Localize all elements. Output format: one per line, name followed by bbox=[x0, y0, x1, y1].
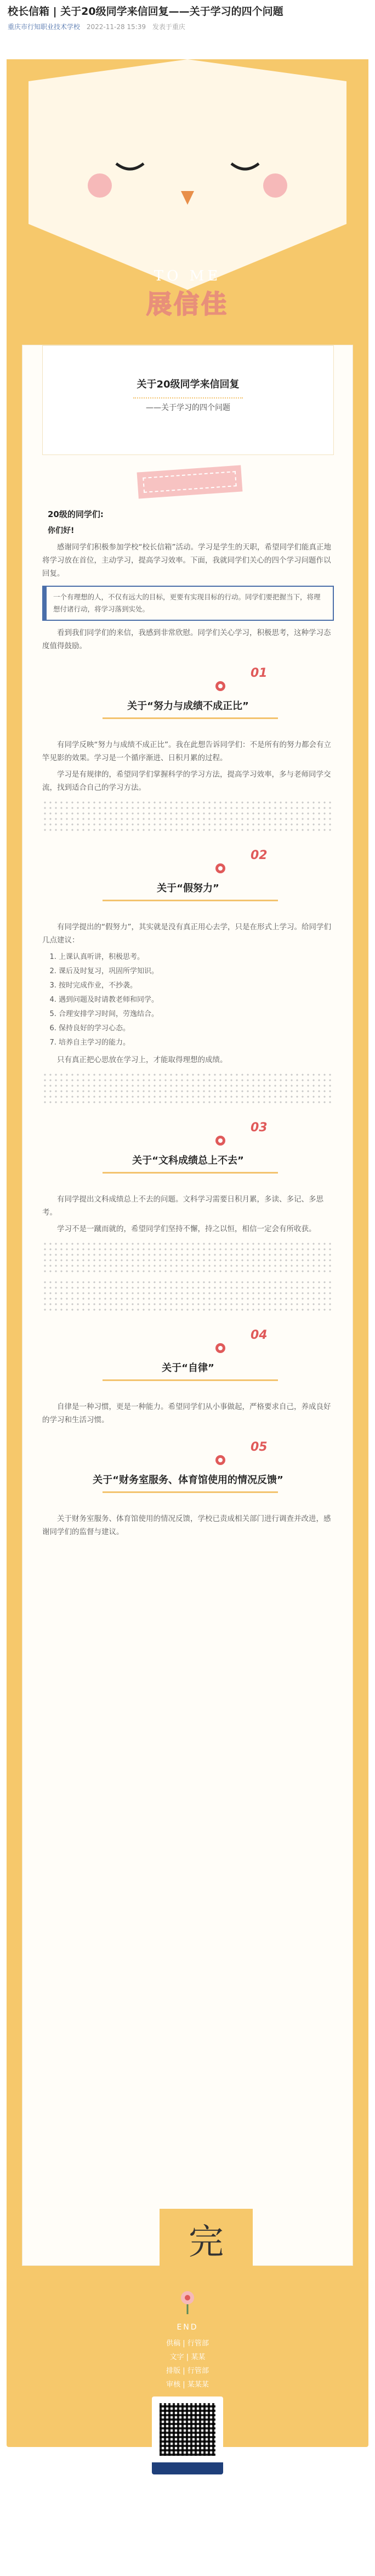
flower-bouquet-icon bbox=[171, 2282, 204, 2315]
section-underline bbox=[103, 900, 278, 901]
section-title: 关于“财务室服务、体育馆使用的情况反馈” bbox=[93, 1474, 283, 1486]
tips-list bbox=[59, 950, 334, 1050]
section-2-paragraph-1: 有同学提出的“假努力”，其实就是没有真正用心去学，只是在形式上学习。给同学们几点建议： bbox=[42, 923, 331, 945]
section-underline bbox=[103, 1379, 278, 1381]
end-stamp: 完 bbox=[160, 2209, 253, 2269]
section-title: 关于“努力与成绩不成正比” bbox=[127, 700, 249, 712]
list-item: 3. 按时完成作业，不抄袭。 bbox=[59, 979, 334, 993]
envelope-heading bbox=[7, 268, 368, 321]
qr-caption-bar bbox=[152, 2462, 223, 2474]
list-item: 4. 遇到问题及时请教老师和同学。 bbox=[59, 993, 334, 1007]
intro-paragraph-2: 看到我们同学们的来信，我感到非常欣慰。同学们关心学习，积极思考，这种学习态度值得鼓励。 bbox=[42, 628, 331, 650]
section-underline bbox=[103, 1172, 278, 1174]
section-5-heading bbox=[42, 1430, 334, 1512]
section-3-paragraph-2: 学习不是一蹴而就的，希望同学们坚持不懈，持之以恒，相信一定会有所收获。 bbox=[57, 1225, 316, 1233]
article-title: 校长信箱 | 关于20级同学来信回复——关于学习的四个问题 bbox=[8, 5, 283, 18]
dot-divider bbox=[42, 800, 334, 833]
publish-location: 发表于重庆 bbox=[152, 23, 185, 31]
section-3-heading bbox=[42, 1110, 334, 1193]
section-1-paragraph-2: 学习是有规律的，希望同学们掌握科学的学习方法，提高学习效率，多与老师同学交流，找到适合自己的学习方法。 bbox=[42, 770, 331, 792]
flower-icon bbox=[212, 1132, 229, 1149]
left-cheek-icon bbox=[88, 173, 112, 198]
section-number: 02 bbox=[251, 849, 268, 862]
section-2-heading bbox=[42, 838, 334, 921]
section-1-paragraph-1: 有同学反映“努力与成绩不成正比”。我在此想告诉同学们：不是所有的努力都会有立竿见影的效果。学习是一个循序渐进、日积月累的过程。 bbox=[42, 740, 331, 762]
credit-row: 供稿 | 行管部 bbox=[166, 2339, 209, 2348]
footer-credits bbox=[7, 2282, 368, 2474]
section-4-paragraph-1: 自律是一种习惯，更是一种能力。希望同学们从小事做起，严格要求自己，养成良好的学习和生活习惯。 bbox=[42, 1402, 331, 1424]
section-number: 05 bbox=[251, 1440, 268, 1454]
quote-box: 一个有理想的人，不仅有远大的目标，更要有实现目标的行动。同学们要把握当下，将理想付诸行动，将学习落到实处。 bbox=[42, 586, 334, 621]
banner-divider bbox=[133, 397, 243, 399]
intro-paragraph: 感谢同学们积极参加学校“校长信箱”活动。学习是学生的天职，希望同学们能真正地将学习放在首位，主动学习，提高学习效率。下面，我就同学们关心的四个学习问题作以回复。 bbox=[42, 543, 331, 578]
list-item: 1. 上课认真听讲，积极思考。 bbox=[59, 950, 334, 964]
dot-divider bbox=[42, 1279, 334, 1312]
washi-tape-icon bbox=[137, 465, 243, 498]
letter-banner bbox=[42, 345, 334, 455]
section-3-paragraph-1: 有同学提出文科成绩总上不去的问题。文科学习需要日积月累，多读、多记、多思考。 bbox=[42, 1195, 323, 1217]
dot-divider bbox=[42, 1241, 334, 1274]
section-5-paragraph-1: 关于财务室服务、体育馆使用的情况反馈，学校已责成相关部门进行调查并改进，感谢同学们的监督与建议。 bbox=[42, 1514, 331, 1536]
list-item: 2. 课后及时复习，巩固所学知识。 bbox=[59, 964, 334, 979]
flower-icon bbox=[212, 1340, 229, 1356]
credit-row: 排版 | 行管部 bbox=[166, 2367, 209, 2375]
end-text: END bbox=[177, 2323, 198, 2332]
credit-row: 审核 | 某某某 bbox=[166, 2381, 209, 2389]
section-2-paragraph-2: 只有真正把心思放在学习上，才能取得理想的成绩。 bbox=[57, 1056, 228, 1064]
flower-icon bbox=[212, 860, 229, 877]
article-meta bbox=[8, 22, 367, 31]
section-title: 关于“假努力” bbox=[157, 883, 219, 894]
section-title: 关于“自律” bbox=[162, 1362, 214, 1374]
zhan-xin-jia-text: 展信佳 bbox=[146, 289, 229, 319]
banner-title: 关于20级同学来信回复 bbox=[137, 379, 240, 390]
publish-date: 2022-11-28 15:39 bbox=[86, 23, 146, 31]
letter-paper bbox=[22, 345, 353, 2266]
section-4-heading bbox=[42, 1318, 334, 1400]
section-number: 01 bbox=[251, 666, 268, 680]
greeting-line: 20级的同学们: bbox=[48, 509, 104, 519]
list-item: 7. 培养自主学习的能力。 bbox=[59, 1036, 334, 1050]
section-underline bbox=[103, 1491, 278, 1493]
credit-row: 文字 | 某某 bbox=[169, 2353, 206, 2361]
list-item: 5. 合理安排学习时间，劳逸结合。 bbox=[59, 1007, 334, 1022]
qr-code-icon bbox=[152, 2397, 223, 2462]
account-name-link[interactable]: 重庆市行知职业技术学校 bbox=[8, 23, 81, 31]
greeting-hello: 你们好! bbox=[48, 526, 75, 535]
to-me-text: TO ME bbox=[154, 268, 221, 284]
section-underline bbox=[103, 717, 278, 719]
section-number: 04 bbox=[251, 1328, 268, 1342]
banner-subtitle: ——关于学习的四个问题 bbox=[146, 403, 230, 412]
right-cheek-icon bbox=[263, 173, 287, 198]
flower-icon bbox=[212, 1452, 229, 1468]
dot-divider bbox=[42, 1072, 334, 1105]
section-1-heading bbox=[42, 656, 334, 738]
envelope-illustration bbox=[7, 59, 368, 2447]
article-header bbox=[0, 0, 375, 59]
section-number: 03 bbox=[251, 1121, 268, 1135]
letter-body bbox=[42, 504, 334, 1542]
list-item: 6. 保持良好的学习心态。 bbox=[59, 1022, 334, 1036]
section-title: 关于“文科成绩总上不去” bbox=[132, 1155, 244, 1166]
flower-icon bbox=[212, 678, 229, 694]
